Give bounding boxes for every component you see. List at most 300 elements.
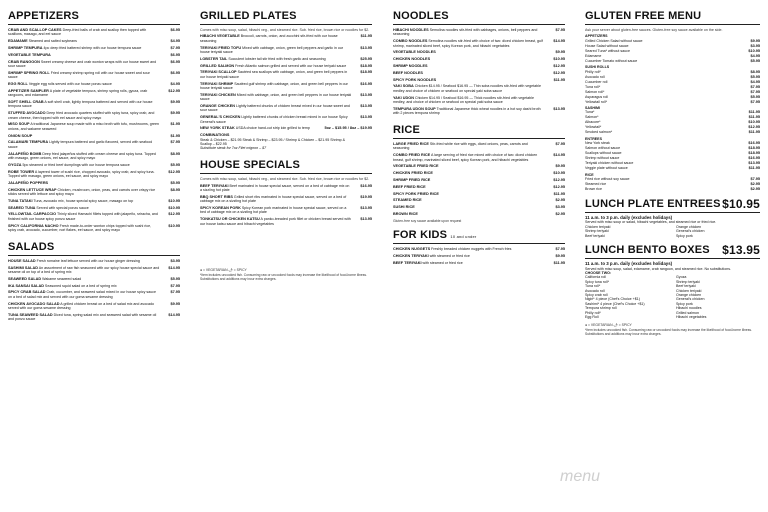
- menu-item-name: CHICKEN TERIYAKI: [393, 253, 429, 258]
- gf-item-price: $8.95: [750, 69, 760, 74]
- menu-item-description: Wakame seaweed salad: [41, 276, 82, 281]
- menu-item-name: LARGE FRIED RICE: [393, 142, 429, 146]
- house-specials-heading: HOUSE SPECIALS: [200, 159, 372, 174]
- gf-item-price: $7.95: [750, 99, 760, 104]
- bento-title: LUNCH BENTO BOXES: [585, 244, 710, 257]
- menu-item-description: Chicken $14.95 / Seafood $16.95 — Thin soba noodles stir-fried with vegetable medley and choice of chicken or seafood on special yaki soba sauce: [393, 84, 541, 93]
- menu-item-price: $7.95: [170, 46, 180, 50]
- menu-item-price: $13.95: [360, 206, 372, 211]
- menu-item: [8, 224, 180, 233]
- menu-item-description: Deep fried jalapeños stuffed with cream cheese and spicy tuna. Topped with masago, green onions, eel sauce, and spicy mayo: [8, 151, 156, 161]
- bento-hours: 11 a.m. to 3 p.m. daily (excludes holidays): [585, 261, 673, 267]
- menu-item-description: A traditional Japanese soup made with a miso broth with tofu, mushrooms, green onions, and wakame seaweed: [8, 122, 159, 131]
- gf-item: [585, 85, 760, 89]
- column-1: [8, 10, 180, 324]
- menu-item-name: MISO SOUP: [8, 122, 30, 127]
- gf-item: [585, 120, 760, 124]
- bento-heading: [585, 244, 760, 259]
- menu-item: [8, 82, 180, 86]
- bento-options-right: [676, 275, 760, 319]
- rice-note: Gluten-free soy sauce available upon request: [393, 218, 462, 223]
- gf-item-price: $12.95: [748, 125, 760, 130]
- menu-item-price: $13.95: [360, 45, 372, 50]
- menu-item: [200, 82, 372, 91]
- gf-item: [585, 54, 760, 58]
- gf-item: [585, 151, 760, 155]
- menu-item-name: TERIYAKI SHRIMP: [200, 81, 234, 86]
- rice-heading: RICE: [393, 124, 565, 139]
- menu-item: [8, 46, 180, 50]
- gf-item-name: Cucumber Tomato without sauce: [585, 58, 638, 63]
- option-item: Orange chicken: [676, 224, 702, 229]
- menu-item-price: $7.95: [555, 28, 565, 32]
- grilled-plates-heading: GRILLED PLATES: [200, 10, 372, 25]
- bento-desc: Served with miso soup, salad, edamame, crab rangoon, and steamed rice. No substitutions.: [585, 266, 732, 271]
- menu-item: [393, 50, 565, 54]
- gf-item-price: $7.95: [750, 84, 760, 89]
- menu-item-description: A layered tower of sushi rice, chopped avocado, spicy crab, and spicy tuna. Topped with masago, green onions, eel sauce, and spicy mayo: [8, 169, 155, 179]
- gf-item: [585, 80, 760, 84]
- menu-item: [200, 64, 372, 68]
- menu-item-price: $10.95: [553, 171, 565, 176]
- menu-item-name: SHRIMP SPRING ROLL: [8, 70, 50, 75]
- kids-heading: [393, 229, 565, 244]
- gf-item: [585, 156, 760, 160]
- menu-item-description: Fresh Atlantic salmon grilled and served with our house teriyaki sauce: [234, 63, 347, 68]
- menu-item-description: An assortment of raw fish seasoned with our spicy house special sauce and sesame oil on top of a bed of spring mix: [8, 265, 160, 275]
- column-2: [200, 10, 372, 281]
- menu-item-description: Sweet creamy cheese and crab wonton wraps with our house sweet and sour sauce: [8, 59, 157, 68]
- menu-item: [200, 104, 372, 113]
- menu-item-price: $7.95: [170, 290, 180, 295]
- noodles-heading: NOODLES: [393, 10, 565, 25]
- menu-item: [200, 70, 372, 79]
- menu-item-description: A plate of vegetable tempura, shrimp spring rolls, gyoza, crab rangoons, and edamame: [8, 88, 148, 98]
- menu-item-price: $13.95: [553, 106, 565, 111]
- menu-item-price: $7.95: [555, 142, 565, 146]
- menu-item-name: SEAWEED SALAD: [8, 276, 42, 281]
- menu-item-price: $14.95: [168, 265, 180, 270]
- gf-item-name: New York steak: [585, 141, 610, 146]
- menu-item-name: VEGETABLE TEMPURA: [8, 52, 51, 57]
- menu-item-price: $11.95: [553, 191, 565, 196]
- gf-item: [585, 70, 760, 74]
- menu-item-description: Sautéed gulf shrimp with cabbage, onion, and green bell peppers in our house teriyaki sauce: [200, 81, 348, 91]
- lunch-options-left: [585, 225, 669, 238]
- menu-item: [8, 290, 180, 299]
- menu-item: [8, 140, 180, 149]
- menu-item-name: BEEF TERIYAKI: [200, 183, 229, 188]
- combinations-title: COMBINATIONS: [200, 133, 230, 138]
- gf-item: [585, 59, 760, 63]
- gf-item-name: Tuna*: [585, 110, 595, 115]
- menu-item-name: VEGETABLE FRIED RICE: [393, 164, 439, 169]
- legend-right: ● = VEGETARIAN 🌶 = SPICY: [585, 323, 632, 328]
- menu-item-description: Served with special ponzu sauce: [35, 205, 89, 210]
- menu-item: [200, 126, 372, 130]
- gf-sashimi-list: [585, 110, 760, 134]
- menu-item-name: YAKI SOBA: [393, 84, 414, 89]
- menu-item-description: A grilled chicken breast on a bed of salad mix and avocado served with our goma sesame dressing: [8, 301, 154, 311]
- menu-item-price: $13.95: [360, 104, 372, 109]
- gf-sashimi-title: SASHIMI: [585, 106, 600, 111]
- menu-item: [8, 170, 180, 179]
- menu-item: [8, 277, 180, 281]
- menu-item: [8, 284, 180, 288]
- menu-item: [200, 34, 372, 43]
- option-item: Beef teriyaki: [676, 284, 696, 289]
- menu-item-price: $16.95: [360, 183, 372, 188]
- menu-item-price: $12.95: [553, 64, 565, 68]
- menu-item-name: APPETIZER SAMPLER: [8, 88, 49, 93]
- option-item: Chicken teriyaki: [676, 288, 702, 293]
- gf-item: [585, 90, 760, 94]
- column-4: [585, 10, 760, 336]
- gf-item-price: $5.95: [750, 94, 760, 99]
- grilled-list: [200, 34, 372, 130]
- option-item: Hibachi noodles: [676, 306, 702, 311]
- option-item: Sashimi* 4 piece (Chef's Choice +$1): [585, 301, 645, 306]
- menu-item-description: Fresh romaine leaf lettuce served with our house ginger dressing: [35, 258, 140, 263]
- menu-item-description: Chicken $14.95 / Seafood $16.95 — Thick noodles stir-fried with vegetable medley, and choice of chicken or seafood on special yaki soba sauce: [393, 95, 534, 104]
- menu-item: [393, 178, 565, 182]
- menu-item-price: $6.95: [170, 70, 180, 75]
- menu-item-price: $12.95: [553, 178, 565, 182]
- gf-item-name: Asparagus roll: [585, 94, 608, 99]
- menu-item-price: $4.95: [170, 39, 180, 44]
- disclaimer-right: *Item includes uncooked fish. Consuming raw or uncooked foods may increase the likelihood of food-borne illness. Substitutions and additions may incur extra charges.: [585, 327, 752, 336]
- menu-item-description: Seasoned squid salad on a bed of spring mix: [43, 283, 117, 288]
- menu-item-name: STEAMED RICE: [393, 198, 422, 203]
- option-item: Tuna roll*: [585, 284, 601, 289]
- menu-item-price: $10.95: [168, 205, 180, 210]
- appetizers-heading: APPETIZERS: [8, 10, 180, 25]
- house-list: [200, 184, 372, 226]
- noodles-list: [393, 28, 565, 116]
- menu-item-price: $12.95: [553, 184, 565, 189]
- gluten-free-heading: GLUTEN FREE MENU: [585, 10, 760, 25]
- menu-item-name: CHICKEN NOODLES: [393, 57, 431, 62]
- menu-item: [8, 259, 180, 263]
- menu-item: [393, 185, 565, 189]
- menu-item-name: BBQ SHORT RIBS: [200, 194, 233, 199]
- lunch-plate-options: [585, 225, 760, 238]
- gf-item: [585, 187, 760, 191]
- menu-item-name: LOBSTER TAIL: [200, 56, 228, 61]
- rice-list: [393, 142, 565, 216]
- menu-item-name: SPICY PORK FRIED RICE: [393, 191, 439, 196]
- menu-item-price: $13.95: [360, 217, 372, 222]
- menu-item-name: SPICY CALIFORNIA NACHO: [8, 223, 59, 228]
- option-item: Hibachi vegetables: [676, 314, 707, 319]
- gf-item-name: Shrimp without sauce: [585, 156, 620, 161]
- menu-item: [393, 39, 565, 48]
- option-item: General's chicken: [676, 229, 705, 234]
- menu-item-price: $18.95: [360, 70, 372, 75]
- menu-item-name: TONKATSU OR CHICKEN KATSU: [200, 217, 260, 222]
- menu-item-price: $18.95: [360, 63, 372, 68]
- gf-item-price: $3.95: [750, 43, 760, 48]
- gf-item: [585, 75, 760, 79]
- menu-item-name: SASHIMI SALAD: [8, 265, 38, 270]
- gf-item-name: Salmon roll*: [585, 89, 605, 94]
- menu-item-description: Fresh made-to-order wonton chips topped with sushi rice, spicy crab, avocado, cucumber, nori flakes, eel sauce, and spicy mayo: [8, 223, 152, 233]
- salads-list: [8, 259, 180, 322]
- menu-item-description: Beef marinated in house special sauce, served on a bed of cabbage mix on a sizzling hot plate: [200, 183, 350, 193]
- menu-item-name: COMBO FRIED RICE: [393, 153, 431, 158]
- menu-item-name: SEARED TUNA: [8, 205, 36, 210]
- menu-item-description: A soft shell crab, lightly tempura battered and served with our house tempura sauce: [8, 100, 153, 109]
- menu-item-description: Spicy Korean pork marinated in house special sauce, served on a bed of cabbage mix on a sizzling hot plate: [200, 206, 347, 215]
- menu-item-price: $6.95: [170, 28, 180, 32]
- menu-item-description: Grilled short ribs marinated in house special sauce, served on a bed of cabbage mix on a sizzling hot plate: [200, 194, 347, 204]
- menu-item: [8, 163, 180, 167]
- gf-item: [585, 115, 760, 119]
- menu-item: [8, 212, 180, 221]
- menu-item-name: GYOZA: [8, 162, 22, 167]
- menu-item-description: Mixed with cabbage, onion, green bell peppers and garlic in our house teriyaki sauce: [200, 45, 344, 55]
- gf-item-price: $4.95: [750, 53, 760, 58]
- gf-item-name: Philly roll*: [585, 69, 601, 74]
- menu-item: [8, 266, 180, 275]
- menu-item-description: Broccoli, carrots, onion, and zucchini stir-fried with our house seasoning: [200, 34, 338, 43]
- menu-item-price: $11.95: [360, 34, 372, 39]
- menu-item-name: SPICY KOREAN PORK: [200, 206, 241, 211]
- gf-item-price: $13.95: [748, 161, 760, 166]
- menu-item-price: $9.95: [170, 111, 180, 116]
- menu-item-price: $1.95: [170, 133, 180, 138]
- gf-item-price: $11.95: [748, 110, 760, 115]
- menu-item-description: Freshly breaded chicken nuggets with French fries: [430, 246, 512, 251]
- gf-rolls-title: SUSHI ROLLS: [585, 65, 610, 70]
- menu-item: [8, 134, 180, 138]
- menu-item-description: USDA choice hand-cut strip loin grilled to temp: [234, 126, 310, 131]
- option-item: Spicy crab roll: [585, 292, 608, 297]
- menu-item: [8, 100, 180, 109]
- lunch-plate-desc: Served with miso soup or salad, hibachi vegetables, and steamed rice or fried rice.: [585, 220, 717, 225]
- menu-item: [200, 206, 372, 215]
- menu-item-price: $7.95: [170, 140, 180, 145]
- option-item: Gyoza: [676, 275, 687, 280]
- menu-item-price: $12.95: [168, 212, 180, 217]
- menu-item-name: TEMPURA UDON SOUP: [393, 106, 436, 111]
- gf-item-name: Avocado roll: [585, 74, 605, 79]
- house-specials-subtitle: Comes with miso soup, salad, hibachi veg., and steamed rice. Sub. fried rice, brown rice or noodles for $2.: [200, 177, 370, 182]
- disclaimer: *Item includes uncooked fish. Consuming raw or uncooked foods may increase the likelihood of food-borne illness. Substitutions and additions may incur extra charges.: [200, 272, 367, 281]
- menu-item-price: $11.95: [553, 260, 565, 265]
- menu-item: [393, 28, 565, 37]
- lunch-plate-price: $10.95: [722, 197, 760, 212]
- option-item: Nigiri* 4 piece (Chef's Choice +$1): [585, 297, 640, 302]
- menu-item-price: $12.95: [168, 169, 180, 174]
- gf-item-name: Yellowtail roll*: [585, 99, 608, 104]
- menu-item-description: Mixed with cabbage, onion, and green bell peppers in our house teriyaki sauce: [200, 92, 352, 102]
- menu-item: [8, 111, 180, 120]
- menu-item-price: $2.95: [555, 198, 565, 203]
- gf-item-name: Yellowtail*: [585, 125, 602, 130]
- menu-item: [393, 64, 565, 68]
- gf-item: [585, 100, 760, 104]
- gf-item: [585, 49, 760, 53]
- menu-item-price: $5.95: [170, 276, 180, 281]
- menu-item: [200, 115, 372, 124]
- menu-item: [8, 60, 180, 69]
- menu-item-price: $9.95: [555, 253, 565, 258]
- gf-item-name: Cucumber roll: [585, 79, 608, 84]
- menu-item-name: VEGETABLE NOODLES: [393, 50, 436, 55]
- option-item: Spicy pork: [676, 233, 693, 238]
- menu-item-name: SHRIMP FRIED RICE: [393, 178, 431, 182]
- menu-item-price: $10.95: [168, 198, 180, 203]
- menu-item-price: $16.95: [360, 81, 372, 86]
- gf-item-name: Steamed rice: [585, 182, 607, 187]
- gf-rolls-list: [585, 70, 760, 104]
- menu-item: [8, 181, 180, 185]
- menu-item-price: $10.95: [168, 223, 180, 228]
- menu-item-price: 5oz – $15.95 / 8oz – $19.95: [324, 126, 372, 131]
- menu-item-name: CHICKEN NUGGETS: [393, 246, 431, 251]
- gf-item-price: $11.95: [748, 115, 760, 120]
- gf-item-price: $11.95: [748, 130, 760, 135]
- menu-item-description: Fried creamy shrimp spring roll with our house sweet and sour sauce: [8, 70, 150, 80]
- menu-item: [8, 122, 180, 131]
- option-item: Orange chicken: [676, 292, 702, 297]
- menu-item: [8, 28, 180, 37]
- bento-options-left: [585, 275, 669, 319]
- menu-item: [8, 89, 180, 98]
- lunch-plate-title: LUNCH PLATE ENTREES: [585, 198, 721, 211]
- menu-item: [393, 254, 565, 258]
- menu-item-name: JALAPEÑO POPPERS: [8, 180, 49, 185]
- menu-item-price: $7.95: [555, 246, 565, 251]
- menu-item-name: HIBACHI VEGETABLE: [200, 34, 240, 39]
- option-item: Avocado roll: [585, 288, 605, 293]
- gf-item-price: $16.95: [748, 156, 760, 161]
- salads-heading: SALADS: [8, 241, 180, 256]
- menu-item-price: $14.95: [168, 312, 180, 317]
- menu-item: [8, 39, 180, 43]
- menu-item-name: HOUSE SALAD: [8, 258, 36, 263]
- menu-item-name: SHRIMP TEMPURA: [8, 46, 43, 50]
- gf-rice-list: [585, 177, 760, 191]
- gf-item-price: $5.95: [750, 58, 760, 63]
- menu-item-name: ORANGE CHICKEN: [200, 104, 236, 109]
- menu-item: [8, 71, 180, 80]
- menu-item: [8, 302, 180, 311]
- gf-item-name: Tuna roll*: [585, 84, 601, 89]
- menu-item: [393, 171, 565, 175]
- menu-item-name: BEEF TERIYAKI: [393, 260, 422, 265]
- gf-item-price: $9.95: [750, 38, 760, 43]
- menu-item-name: YAKI UDON: [393, 95, 414, 100]
- menu-item-price: $5.95: [170, 162, 180, 167]
- gf-item-name: Salmon*: [585, 115, 599, 120]
- menu-item-price: $14.95: [553, 153, 565, 158]
- menu-item-price: $12.95: [553, 70, 565, 75]
- menu-item-price: $19.95: [360, 194, 372, 199]
- menu-item-price: $11.95: [553, 77, 565, 82]
- menu-item-name: SUSHI RICE: [393, 205, 415, 210]
- menu-item-name: TERIYAKI SCALLOP: [200, 70, 237, 75]
- gf-item: [585, 130, 760, 134]
- option-item: Grilled salmon: [676, 310, 699, 315]
- menu-item-price: $9.95: [555, 164, 565, 169]
- menu-item-price: $10.95: [553, 57, 565, 62]
- menu-item-price: $9.95: [555, 50, 565, 55]
- menu-item-description: Diced tuna, spring salad mix and seaweed salad with sesame oil and ponzu sauce: [8, 312, 157, 322]
- legend: ● = VEGETARIAN 🌶 = SPICY: [200, 268, 247, 273]
- menu-item-name: TUNA TATAKI: [8, 198, 33, 203]
- menu-item-name: SHRIMP NOODLES: [393, 64, 428, 68]
- menu-item-description: Sautéed sea scallops with cabbage, onion, and green bell peppers in our house teriyaki sauce: [200, 70, 348, 79]
- menu-item-name: CRAB RANGOON: [8, 59, 40, 64]
- menu-item-name: YELLOWTAIL CARPACCIO: [8, 212, 57, 217]
- gf-item-name: Grilled Chicken Salad without sauce: [585, 38, 643, 43]
- menu-item: [393, 153, 565, 162]
- menu-item-price: $3.95: [555, 205, 565, 210]
- menu-item: [393, 164, 565, 168]
- menu-item-name: TERIYAKI CHICKEN: [200, 92, 236, 97]
- menu-item-description: Deep-fried balls of crab and scallop then topped with scallions, masago, and eel sauce: [8, 28, 147, 37]
- option-item: Beef teriyaki: [585, 233, 605, 238]
- menu-item-price: $6.95: [170, 59, 180, 64]
- gf-item-name: Teriyaki chicken without sauce: [585, 161, 634, 166]
- menu-item-description: Tuna, avocado mix, house special spicy sauce, masago on top: [32, 198, 134, 203]
- gf-item-price: $11.95: [748, 166, 760, 171]
- column-3: [393, 10, 565, 267]
- menu-item-description: with steamed or fried rice: [421, 260, 463, 265]
- menu-item-price: $4.95: [170, 82, 180, 86]
- menu-item-price: $5.95: [170, 180, 180, 185]
- menu-item-description: Lightly battered chunks of chicken breast mixed in our house Spicy General's sauce: [200, 115, 348, 124]
- menu-item: [393, 71, 565, 75]
- menu-item: [393, 261, 565, 265]
- menu-item: [393, 96, 565, 105]
- gf-item: [585, 161, 760, 165]
- combinations-text: Steak & Chicken – $21.95 Steak & Shrimp – $23.95 / Shrimp & Chicken – $21.95 Shrimp & Scallop – $22.95: [200, 137, 346, 147]
- gf-entrees-title: ENTREES: [585, 136, 602, 141]
- gf-item-name: Smoked salmon*: [585, 130, 613, 135]
- menu-item: [8, 53, 180, 57]
- menu-item: [393, 198, 565, 202]
- menu-item-price: $3.95: [170, 258, 180, 263]
- menu-item-price: $14.95: [553, 39, 565, 44]
- menu-item-price: $13.95: [360, 92, 372, 97]
- menu-item-name: CRAB AND SCALLOP CAKES: [8, 28, 62, 32]
- bento-options: [585, 275, 760, 319]
- menu-item-price: $6.95: [170, 52, 180, 57]
- combinations: [200, 133, 372, 151]
- gf-item: [585, 177, 760, 181]
- menu-item: [8, 152, 180, 161]
- bento-choose: CHOOSE TWO:: [585, 270, 612, 275]
- watermark: menu: [560, 468, 601, 485]
- option-item: General's chicken: [676, 297, 705, 302]
- menu-item-description: Traditional Japanese thick wheat noodles in a hot soy dashi broth with 2 pieces tempura shrimp: [393, 106, 541, 116]
- gluten-free-subtitle: Ask your server about gluten-free sauces. Gluten-free soy sauce available on the side.: [585, 28, 723, 32]
- menu-item: [393, 212, 565, 216]
- menu-item-name: IKA SANSAI SALAD: [8, 283, 44, 288]
- option-item: Chicken teriyaki: [585, 224, 611, 229]
- menu-item-price: $1.95: [170, 122, 180, 127]
- gf-item-price: $5.95: [750, 74, 760, 79]
- menu-item-description: 4pc deep fried battered shrimp with our house tempura sauce: [42, 46, 142, 50]
- appetizers-list: [8, 28, 180, 232]
- menu-item-price: $25.95: [360, 56, 372, 61]
- gf-item-price: $16.95: [748, 141, 760, 146]
- grilled-plates-subtitle: Comes with miso soup, salad, hibachi veg., and steamed rice. Sub. fried rice, brown rice or noodles for $2.: [200, 28, 370, 32]
- menu-item-name: JALAPEÑO BOMB: [8, 151, 42, 156]
